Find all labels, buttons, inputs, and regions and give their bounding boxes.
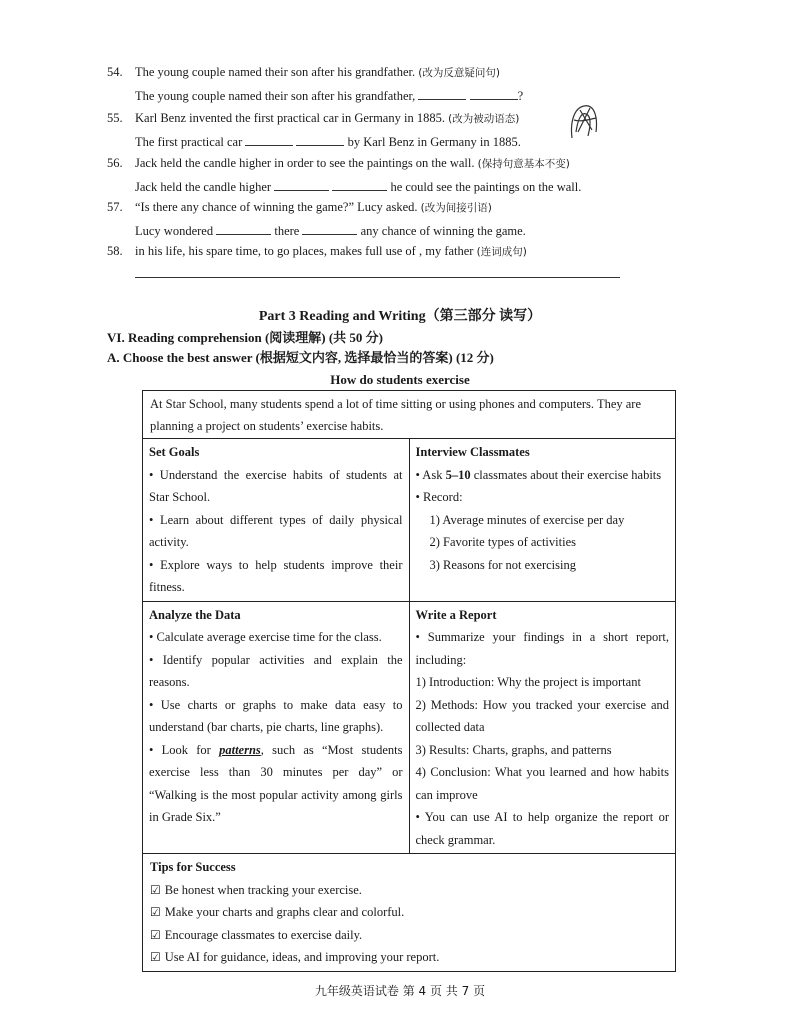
table-row — [143, 439, 675, 602]
answer-prompt: The first practical car — [135, 135, 243, 149]
list-item: 1) Average minutes of exercise per day — [429, 512, 625, 527]
question-number: 57. — [107, 200, 123, 214]
list-item: 3) Results: Charts, graphs, and patterns — [415, 742, 612, 757]
tip-item — [150, 924, 668, 947]
answer-blank[interactable] — [470, 89, 518, 100]
answer-blank[interactable] — [245, 135, 293, 146]
tip-item — [150, 901, 668, 924]
question-mark: ? — [517, 89, 524, 103]
answer-prompt-mid: there — [274, 224, 300, 238]
tip-item — [150, 879, 668, 902]
question-number: 55. — [107, 111, 123, 125]
instruction: (保持句意基本不变) — [477, 158, 570, 170]
part-title: Part 3 Reading and Writing（第三部分 读写） — [258, 309, 542, 324]
answer-prompt: Lucy wondered — [135, 224, 214, 238]
list-item: 4) Conclusion: What you learned and how habits can improve — [415, 765, 669, 802]
tip-text: Be honest when tracking your exercise. — [164, 882, 362, 897]
page-footer: 九年级英语试卷 第 4 页 共 7 页 — [314, 984, 486, 998]
instruction: (连词成句) — [476, 246, 527, 258]
pen-doodle-icon — [566, 102, 602, 142]
tip-text: Make your charts and graphs clear and colorful. — [164, 905, 405, 919]
info-table — [142, 390, 676, 972]
answer-blank[interactable] — [302, 224, 357, 235]
tips-section — [143, 854, 675, 971]
cell-heading: Interview Classmates — [415, 445, 530, 459]
table-intro: At Star School, many students spend a lot of time sitting or using phones and computers. They are planning a project on students’ exercise habits. — [143, 391, 675, 439]
list-item: • Use charts or graphs to make data easy to understand (bar charts, pie charts, line graphs). — [149, 697, 403, 734]
list-item: 2) Methods: How you tracked your exercise and collected data — [415, 697, 669, 734]
list-item: • Record: — [415, 490, 463, 504]
list-item: • Summarize your findings in a short report, including: — [415, 630, 669, 667]
tips-heading: Tips for Success — [150, 860, 236, 874]
answer-blank[interactable] — [296, 135, 344, 146]
keyword-patterns: patterns — [219, 742, 261, 757]
question-57 — [107, 199, 526, 239]
answer-blank[interactable] — [332, 180, 387, 191]
question-56 — [107, 155, 581, 195]
question-sentence: Karl Benz invented the first practical car in Germany in 1885. — [135, 111, 445, 125]
text-part: classmates about their exercise habits — [470, 467, 662, 482]
list-item: 2) Favorite types of activities — [429, 535, 576, 549]
table-row — [143, 602, 675, 855]
passage-title: How do students exercise — [330, 372, 470, 387]
section-heading: VI. Reading comprehension (阅读理解) (共 50 分) — [107, 330, 384, 345]
text-part: • Look for — [149, 742, 220, 757]
set-goals-cell — [143, 439, 409, 601]
list-item: • You can use AI to help organize the report or check grammar. — [415, 810, 669, 847]
subsection-heading: A. Choose the best answer (根据短文内容, 选择最恰当的答案) (12 分) — [107, 350, 494, 365]
question-number: 54. — [107, 65, 123, 79]
interview-cell — [409, 439, 676, 601]
answer-blank[interactable] — [418, 89, 466, 100]
analyze-cell — [143, 602, 409, 854]
answer-prompt-end: by Karl Benz in Germany in 1885. — [347, 135, 521, 149]
answer-prompt: Jack held the candle higher — [135, 180, 272, 194]
text-part: , such as “Most students exercise less than 30 minutes per day” or “Walking is the most popular activity among girls in Grade Six.” — [149, 742, 403, 824]
question-54 — [107, 64, 523, 104]
checkbox-icon: ☑ — [150, 927, 161, 942]
answer-line[interactable] — [135, 277, 620, 278]
tip-text: Use AI for guidance, ideas, and improving your report. — [164, 950, 440, 964]
list-item: • Explore ways to help students improve their fitness. — [149, 557, 403, 594]
list-item: • Learn about different types of daily physical activity. — [149, 512, 403, 549]
report-cell — [409, 602, 676, 854]
instruction: (改为被动语态) — [448, 113, 520, 125]
question-55 — [107, 110, 521, 150]
question-58 — [107, 243, 527, 260]
bold-number: 5–10 — [445, 467, 471, 482]
answer-blank[interactable] — [216, 224, 271, 235]
text-part: • Ask — [415, 467, 446, 482]
checkbox-icon: ☑ — [150, 905, 161, 919]
question-sentence: The young couple named their son after his grandfather. — [135, 65, 416, 79]
list-item: 3) Reasons for not exercising — [429, 557, 576, 572]
instruction: (改为间接引语) — [420, 202, 492, 214]
list-item: • Identify popular activities and explain the reasons. — [149, 652, 403, 689]
cell-heading: Analyze the Data — [149, 607, 241, 622]
checkbox-icon: ☑ — [150, 950, 161, 964]
instruction: (改为反意疑问句) — [418, 67, 500, 79]
question-sentence: Jack held the candle higher in order to see the paintings on the wall. — [135, 156, 475, 170]
tip-item — [150, 946, 668, 969]
question-number: 58. — [107, 244, 123, 258]
cell-heading: Write a Report — [415, 607, 497, 622]
tip-text: Encourage classmates to exercise daily. — [164, 927, 363, 942]
list-item: • Calculate average exercise time for the class. — [149, 630, 382, 644]
checkbox-icon: ☑ — [150, 882, 161, 897]
list-item — [149, 739, 403, 829]
cell-heading: Set Goals — [149, 445, 200, 459]
list-item — [416, 464, 670, 487]
answer-prompt-end: he could see the paintings on the wall. — [390, 180, 582, 194]
question-number: 56. — [107, 156, 123, 170]
list-item: • Understand the exercise habits of students at Star School. — [149, 467, 403, 504]
answer-prompt: The young couple named their son after his grandfather, — [135, 89, 416, 103]
answer-prompt-end: any chance of winning the game. — [360, 224, 526, 238]
question-words: in his life, his spare time, to go places, makes full use of , my father — [135, 244, 474, 258]
question-sentence: “Is there any chance of winning the game?” Lucy asked. — [135, 200, 418, 214]
list-item: 1) Introduction: Why the project is important — [415, 675, 641, 689]
answer-blank[interactable] — [274, 180, 329, 191]
